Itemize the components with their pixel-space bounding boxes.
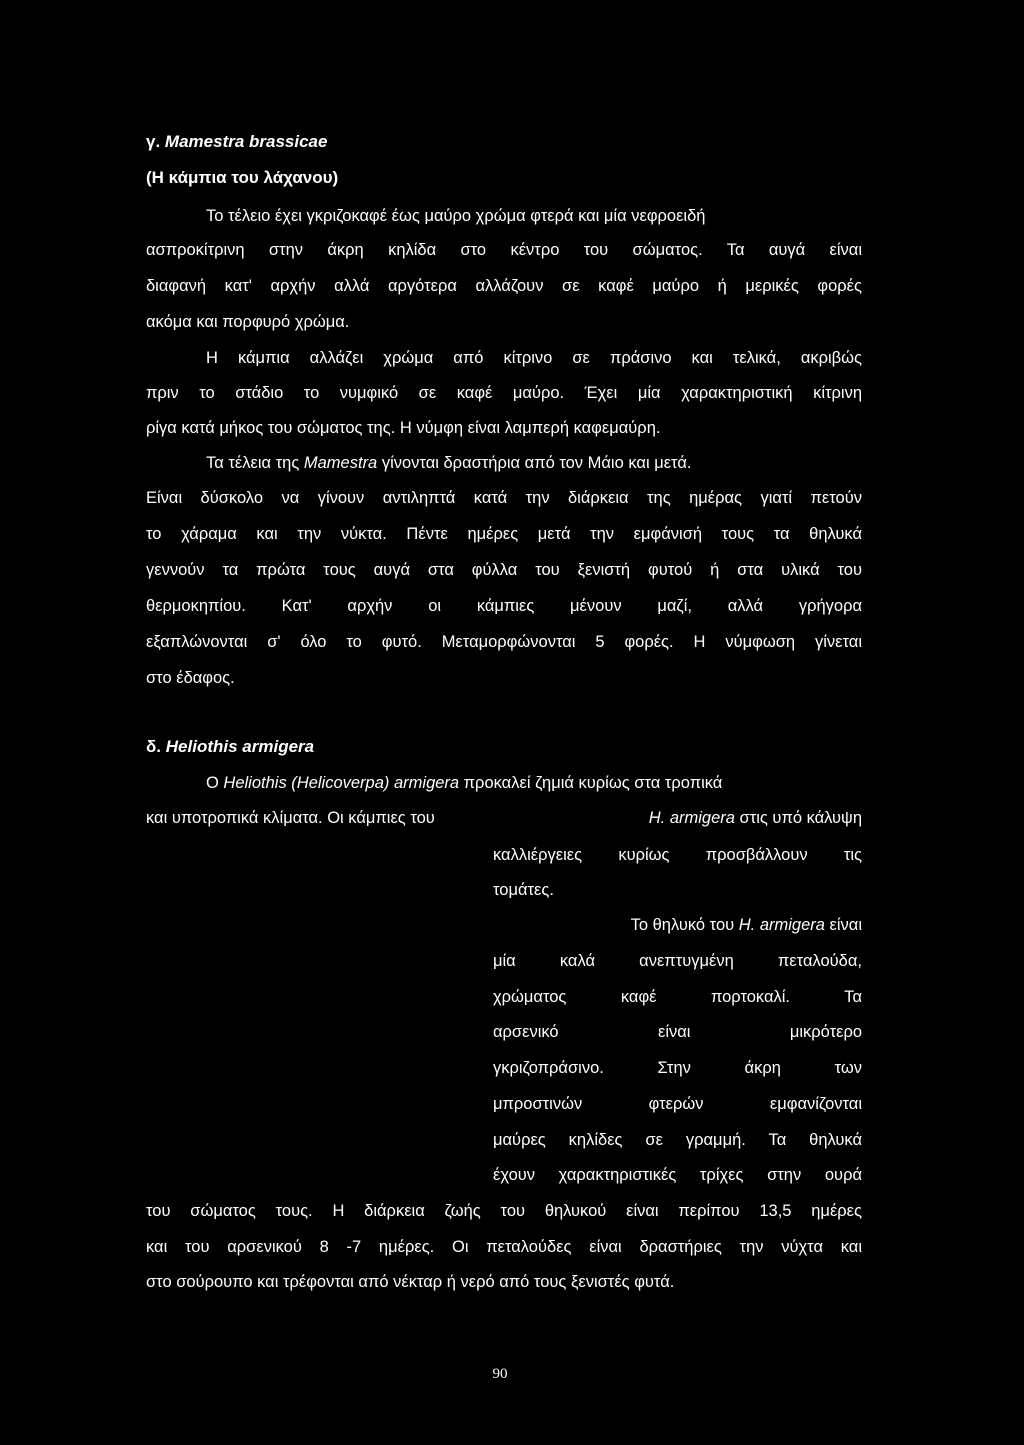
section-heading-heliothis bbox=[146, 737, 314, 757]
text-line: ακόμα και πορφυρό χρώμα. bbox=[146, 313, 350, 331]
text-line: μαύρες κηλίδες σε γραμμή. Τα θηλυκά bbox=[493, 1131, 862, 1149]
text-line: Ο Heliothis (Helicoverpa) armigera προκαλεί ζημιά κυρίως στα τροπικά bbox=[206, 774, 723, 792]
section-heading-mamestra bbox=[146, 132, 327, 152]
species-name: Heliothis (Helicoverpa) armigera bbox=[223, 774, 460, 792]
text-line: αρσενικό είναι μικρότερο bbox=[493, 1023, 862, 1041]
text-line: θερμοκηπίου. Κατ' αρχήν οι κάμπιες μένουν μαζί, αλλά γρήγορα bbox=[146, 597, 862, 615]
species-name: Η. armigera bbox=[738, 916, 825, 934]
text-line: διαφανή κατ' αρχήν αλλά αργότερα αλλάζουν σε καφέ μαύρο ή μερικές φορές bbox=[146, 277, 862, 295]
text-line: Η κάμπια αλλάζει χρώμα από κίτρινο σε πράσινο και τελικά, ακριβώς bbox=[206, 349, 862, 367]
text-line: ρίγα κατά μήκος του σώματος της. Η νύμφη είναι λαμπερή καφεμαύρη. bbox=[146, 419, 661, 437]
text-line: γκριζοπράσινο. Στην άκρη των bbox=[493, 1059, 862, 1077]
species-name: Η. armigera bbox=[648, 809, 735, 827]
text-line: μπροστινών φτερών εμφανίζονται bbox=[493, 1095, 862, 1113]
text-line: και του αρσενικού 8 -7 ημέρες. Οι πεταλούδες είναι δραστήριες την νύχτα και bbox=[146, 1238, 862, 1256]
section-letter: γ. bbox=[146, 132, 161, 151]
text-line: καλλιέργειες κυρίως προσβάλλουν τις bbox=[493, 846, 862, 864]
text-line: γεννούν τα πρώτα τους αυγά στα φύλλα του ξενιστή φυτού ή στα υλικά του bbox=[146, 561, 862, 579]
section-title: Mamestra brassicae bbox=[164, 132, 328, 151]
text-line: Είναι δύσκολο να γίνουν αντιληπτά κατά την διάρκεια της ημέρας γιατί πετούν bbox=[146, 489, 862, 507]
text-line: στο έδαφος. bbox=[146, 669, 235, 687]
text-line: Τα τέλεια της Mamestra γίνονται δραστήρια από τον Μάιο και μετά. bbox=[206, 454, 692, 472]
text-line: εξαπλώνονται σ' όλο το φυτό. Μεταμορφώνονται 5 φορές. Η νύμφωση γίνεται bbox=[146, 633, 862, 651]
section-letter: δ. bbox=[146, 737, 162, 756]
section-subtitle: (Η κάμπια του λάχανου) bbox=[146, 168, 339, 187]
text-line: μία καλά ανεπτυγμένη πεταλούδα, bbox=[493, 952, 862, 970]
section-title: Heliothis armigera bbox=[165, 737, 315, 756]
text-line: Το θηλυκό του Η. armigera είναι bbox=[630, 916, 862, 934]
text-line: στο σούρουπο και τρέφονται από νέκταρ ή νερό από τους ξενιστές φυτά. bbox=[146, 1273, 675, 1291]
text-line: ασπροκίτρινη στην άκρη κηλίδα στο κέντρο του σώματος. Τα αυγά είναι bbox=[146, 241, 862, 259]
species-name: Mamestra bbox=[303, 454, 378, 472]
text-line: Το τέλειο έχει γκριζοκαφέ έως μαύρο χρώμα φτερά και μία νεφροειδή bbox=[206, 207, 706, 225]
text-line: πριν το στάδιο το νυμφικό σε καφέ μαύρο. Έχει μία χαρακτηριστική κίτρινη bbox=[146, 384, 862, 402]
text-line: τομάτες. bbox=[493, 881, 554, 899]
page-number: 90 bbox=[492, 1366, 508, 1382]
text-line: χρώματος καφέ πορτοκαλί. Τα bbox=[493, 988, 862, 1006]
text-line: το χάραμα και την νύκτα. Πέντε ημέρες μετά την εμφάνισή τους τα θηλυκά bbox=[146, 525, 862, 543]
text-line: έχουν χαρακτηριστικές τρίχες στην ουρά bbox=[493, 1166, 862, 1184]
text-line: του σώματος τους. Η διάρκεια ζωής του θηλυκού είναι περίπου 13,5 ημέρες bbox=[146, 1202, 862, 1220]
text-line: και υποτροπικά κλίματα. Οι κάμπιες του Η. armigera στις υπό κάλυψη bbox=[146, 809, 862, 827]
